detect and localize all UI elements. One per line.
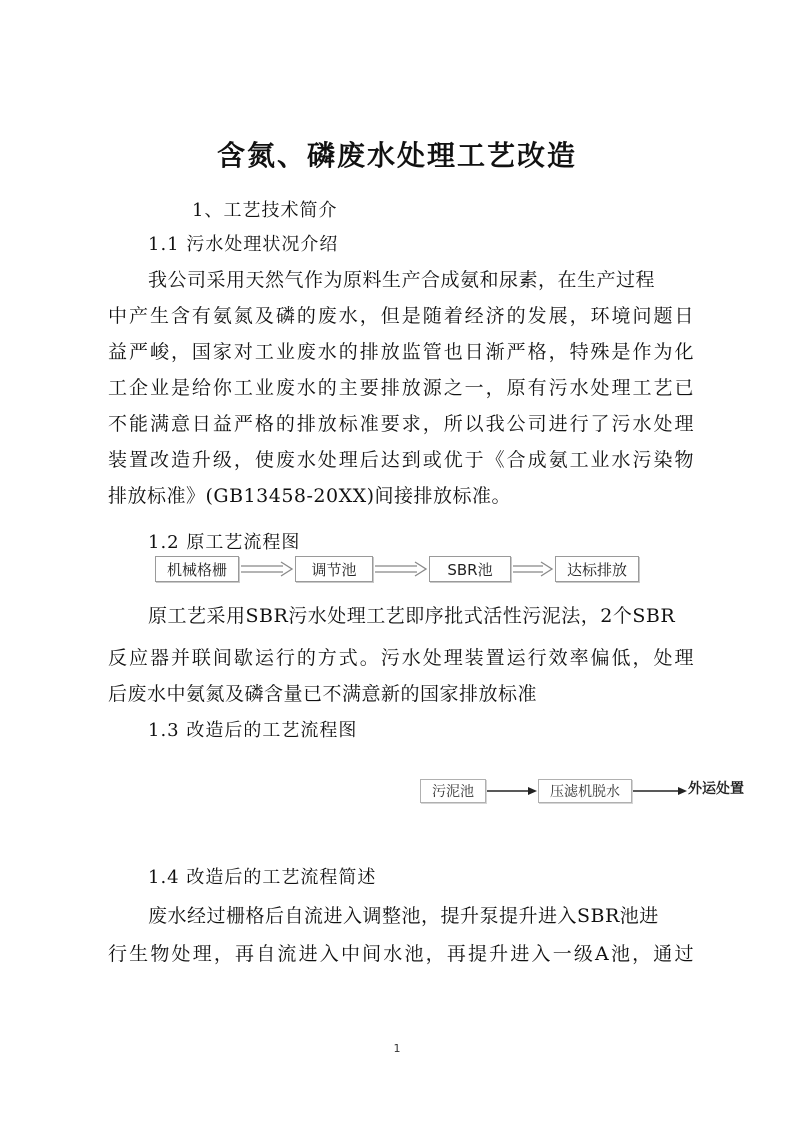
double-arrow-icon [511,559,555,579]
flow-step-sludge-tank: 污泥池 [420,779,486,803]
paragraph-line: 行生物处理，再自流进入中间水池，再提升进入一级A池，通过 [108,943,694,965]
double-arrow-icon [373,559,429,579]
paragraph-line: 我公司采用天然气作为原料生产合成氨和尿素，在生产过程 [148,269,656,291]
section-1-2-heading: 1.2 原工艺流程图 [148,532,301,553]
section-1-3-heading: 1.3 改造后的工艺流程图 [148,720,358,741]
paragraph-line: 原工艺采用SBR污水处理工艺即序批式活性污泥法，2个SBR [148,605,676,627]
double-arrow-icon [239,559,295,579]
flow-step-offsite-disposal: 外运处置 [688,781,744,797]
section-1-heading: 1、工艺技术简介 [192,200,338,221]
flow-step-screen: 机械格栅 [155,556,239,582]
paragraph-line: 中产生含有氨氮及磷的废水，但是随着经济的发展，环境问题日 [108,305,694,327]
flow-step-sbr-tank: SBR池 [429,556,511,582]
modified-process-flowchart [420,779,744,803]
arrow-right-icon [486,784,538,798]
flow-step-filter-press: 压滤机脱水 [538,779,632,803]
paragraph-line: 益严峻，国家对工业废水的排放监管也日渐严格，特殊是作为化 [108,341,694,363]
paragraph-line: 不能满意日益严格的排放标准要求，所以我公司进行了污水处理 [108,413,694,435]
flow-step-discharge: 达标排放 [555,556,639,582]
section-1-4-heading: 1.4 改造后的工艺流程简述 [148,867,377,888]
original-process-flowchart [155,556,639,582]
paragraph-line: 装置改造升级，使废水处理后达到或优于《合成氨工业水污染物 [108,449,694,471]
page-number: 1 [393,1042,401,1055]
paragraph-line: 后废水中氨氮及磷含量已不满意新的国家排放标准 [108,683,538,705]
paragraph-line: 工企业是给你工业废水的主要排放源之一，原有污水处理工艺已 [108,377,694,399]
flow-step-regulating-tank: 调节池 [295,556,373,582]
paragraph-line: 反应器并联间歇运行的方式。污水处理装置运行效率偏低，处理 [108,647,694,669]
paragraph-line: 排放标准》(GB13458-20XX)间接排放标准。 [108,485,512,507]
arrow-right-icon [632,784,688,798]
page-title: 含氮、磷废水处理工艺改造 [216,139,577,172]
paragraph-line: 废水经过栅格后自流进入调整池，提升泵提升进入SBR池进 [148,905,659,927]
section-1-1-heading: 1.1 污水处理状况介绍 [148,234,339,255]
